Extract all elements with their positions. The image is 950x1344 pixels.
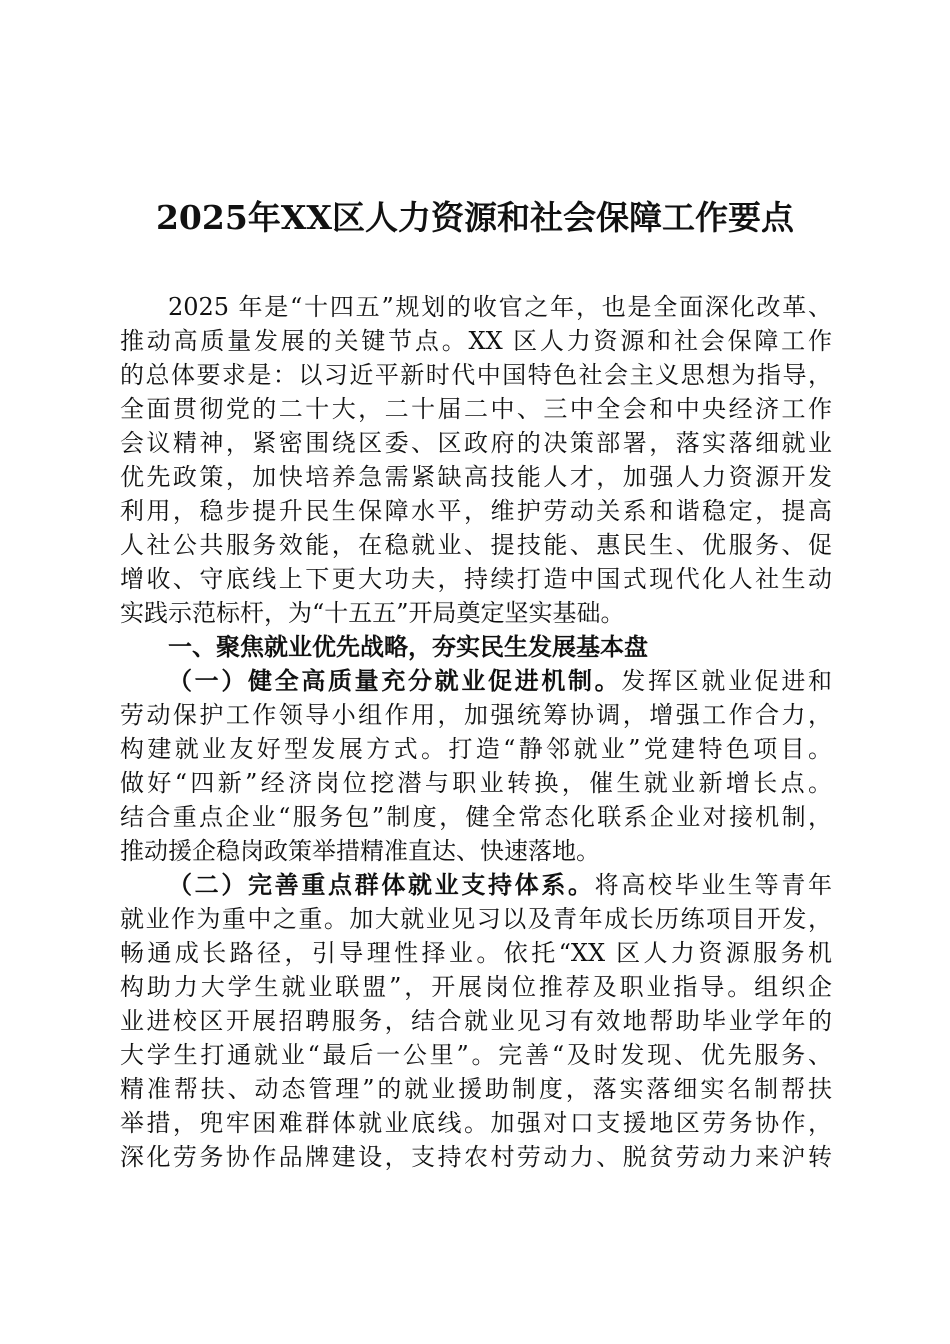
paragraph-line: 精准帮扶、动态管理”的就业援助制度，落实落细实名制帮扶 [120, 1075, 832, 1103]
paragraph-line: 构建就业友好型发展方式。打造“静邻就业”党建特色项目。 [120, 735, 832, 763]
paragraph-line: 结合重点企业“服务包”制度，健全常态化联系企业对接机制， [120, 803, 832, 831]
paragraph-line: 实践示范标杆，为“十五五”开局奠定坚实基础。 [120, 599, 625, 627]
document-body [120, 290, 832, 1174]
section-heading: 一、聚焦就业优先战略，夯实民生发展基本盘 [168, 632, 648, 661]
paragraph-line: 会议精神，紧密围绕区委、区政府的决策部署，落实落细就业 [120, 429, 832, 457]
paragraph-line: 做好“四新”经济岗位挖潜与职业转换，催生就业新增长点。 [120, 769, 832, 797]
paragraph-line: 优先政策，加快培养急需紧缺高技能人才，加强人力资源开发 [120, 463, 832, 491]
paragraph-line: 畅通成长路径，引导理性择业。依托“XX 区人力资源服务机 [120, 939, 832, 967]
subsection-first-line [120, 664, 832, 698]
subsection-label: （二）完善重点群体就业支持体系。 [168, 870, 595, 899]
paragraph-line: 增收、守底线上下更大功夫，持续打造中国式现代化人社生动 [120, 565, 832, 593]
subsection-text: 将高校毕业生等青年 [594, 871, 833, 899]
paragraph-line: 就业作为重中之重。加大就业见习以及青年成长历练项目开发， [120, 905, 832, 933]
paragraph-line: 构助力大学生就业联盟”，开展岗位推荐及职业指导。组织企 [120, 973, 832, 1001]
paragraph-line: 利用，稳步提升民生保障水平，维护劳动关系和谐稳定，提高 [120, 497, 832, 525]
document-title: 2025年XX区人力资源和社会保障工作要点 [155, 198, 795, 237]
paragraph-line: 深化劳务协作品牌建设，支持农村劳动力、脱贫劳动力来沪转 [120, 1143, 832, 1171]
paragraph-line: 2025 年是“十四五”规划的收官之年，也是全面深化改革、 [168, 293, 832, 321]
paragraph-line: 业进校区开展招聘服务，结合就业见习有效地帮助毕业学年的 [120, 1007, 832, 1035]
paragraph-line: 劳动保护工作领导小组作用，加强统筹协调，增强工作合力， [120, 701, 832, 729]
paragraph-line: 全面贯彻党的二十大，二十届二中、三中全会和中央经济工作 [120, 395, 832, 423]
subsection-first-line [120, 868, 832, 902]
paragraph-line: 举措，兜牢困难群体就业底线。加强对口支援地区劳务协作， [120, 1109, 832, 1137]
paragraph-line: 大学生打通就业“最后一公里”。完善“及时发现、优先服务、 [120, 1041, 832, 1069]
paragraph-line: 推动援企稳岗政策举措精准直达、快速落地。 [120, 837, 600, 865]
paragraph-line: 推动高质量发展的关键节点。XX 区人力资源和社会保障工作 [120, 327, 832, 355]
subsection-label: （一）健全高质量充分就业促进机制。 [168, 666, 622, 695]
paragraph-line: 的总体要求是：以习近平新时代中国特色社会主义思想为指导， [120, 361, 832, 389]
subsection-text: 发挥区就业促进和 [621, 667, 833, 695]
paragraph-line: 人社公共服务效能，在稳就业、提技能、惠民生、优服务、促 [120, 531, 832, 559]
